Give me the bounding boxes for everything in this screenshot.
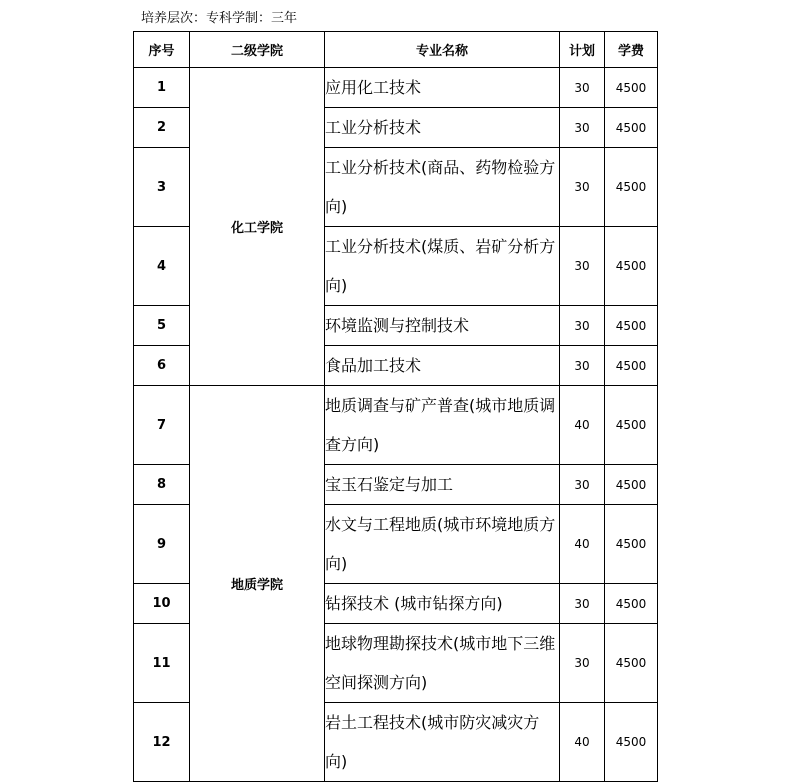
header-index: 序号 (134, 32, 190, 68)
row-index: 8 (134, 465, 190, 505)
row-plan: 30 (560, 584, 605, 624)
row-major: 应用化工技术 (325, 68, 560, 108)
row-major: 工业分析技术 (325, 108, 560, 148)
enrollment-plan-table (133, 31, 658, 782)
row-major: 工业分析技术(商品、药物检验方向) (325, 148, 560, 227)
row-plan: 40 (560, 505, 605, 584)
row-index: 3 (134, 148, 190, 227)
college-geology: 地质学院 (190, 386, 325, 782)
row-major: 钻探技术 (城市钻探方向) (325, 584, 560, 624)
college-chemical: 化工学院 (190, 68, 325, 386)
row-fee: 4500 (605, 68, 658, 108)
row-index: 2 (134, 108, 190, 148)
row-fee: 4500 (605, 465, 658, 505)
header-fee: 学费 (605, 32, 658, 68)
row-major: 岩土工程技术(城市防灾减灾方向) (325, 703, 560, 782)
row-fee: 4500 (605, 386, 658, 465)
row-major: 地球物理勘探技术(城市地下三维空间探测方向) (325, 624, 560, 703)
row-index: 10 (134, 584, 190, 624)
row-fee: 4500 (605, 584, 658, 624)
row-index: 11 (134, 624, 190, 703)
row-index: 6 (134, 346, 190, 386)
row-index: 5 (134, 306, 190, 346)
row-index: 1 (134, 68, 190, 108)
row-plan: 30 (560, 624, 605, 703)
row-plan: 30 (560, 148, 605, 227)
row-fee: 4500 (605, 108, 658, 148)
row-index: 9 (134, 505, 190, 584)
row-index: 7 (134, 386, 190, 465)
row-plan: 30 (560, 68, 605, 108)
row-plan: 30 (560, 465, 605, 505)
row-fee: 4500 (605, 346, 658, 386)
row-index: 12 (134, 703, 190, 782)
row-plan: 40 (560, 703, 605, 782)
row-plan: 30 (560, 227, 605, 306)
row-major: 环境监测与控制技术 (325, 306, 560, 346)
row-major: 食品加工技术 (325, 346, 560, 386)
header-plan: 计划 (560, 32, 605, 68)
row-plan: 30 (560, 346, 605, 386)
row-fee: 4500 (605, 306, 658, 346)
header-major: 专业名称 (325, 32, 560, 68)
row-fee: 4500 (605, 227, 658, 306)
row-major: 工业分析技术(煤质、岩矿分析方向) (325, 227, 560, 306)
row-fee: 4500 (605, 148, 658, 227)
table-row (134, 68, 658, 108)
row-index: 4 (134, 227, 190, 306)
header-college: 二级学院 (190, 32, 325, 68)
row-fee: 4500 (605, 624, 658, 703)
row-fee: 4500 (605, 505, 658, 584)
row-fee: 4500 (605, 703, 658, 782)
row-major: 宝玉石鉴定与加工 (325, 465, 560, 505)
row-plan: 30 (560, 108, 605, 148)
row-plan: 30 (560, 306, 605, 346)
table-header-row (134, 32, 658, 68)
table-row (134, 386, 658, 465)
row-major: 水文与工程地质(城市环境地质方向) (325, 505, 560, 584)
row-major: 地质调查与矿产普查(城市地质调查方向) (325, 386, 560, 465)
table-caption: 培养层次：专科学制：三年 (141, 11, 298, 26)
row-plan: 40 (560, 386, 605, 465)
